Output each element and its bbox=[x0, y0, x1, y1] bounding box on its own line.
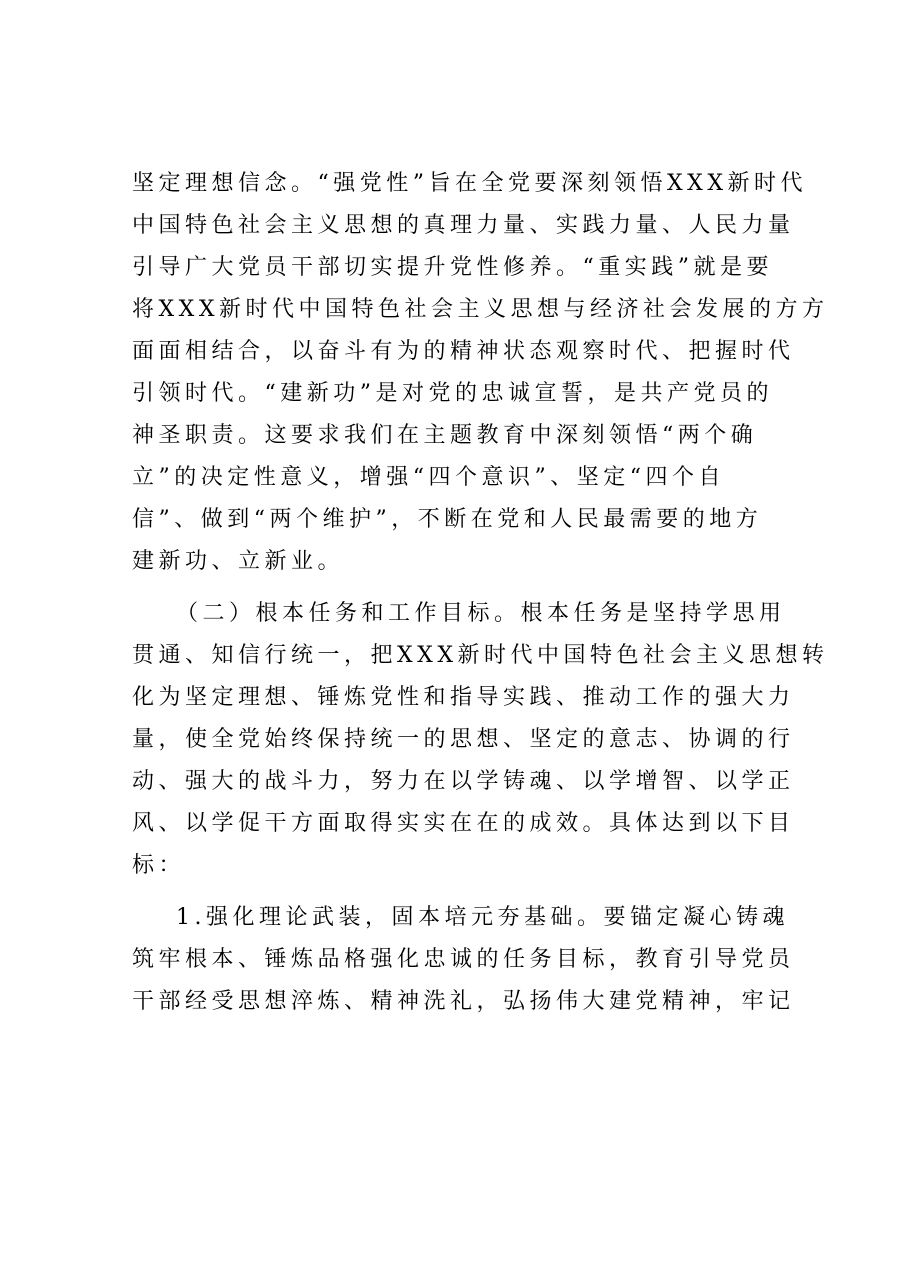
text-line: 中国特色社会主义思想的真理力量、实践力量、人民力量 bbox=[132, 213, 795, 238]
section-heading-line: （二）根本任务和工作目标。根本任务是坚持学思用 bbox=[176, 601, 786, 626]
text-line: 筑牢根本、锤炼品格强化忠诚的任务目标，教育引导党员 bbox=[132, 947, 795, 972]
text-line: 动、强大的战斗力，努力在以学铸魂、以学增智、以学正 bbox=[132, 769, 795, 794]
text-line: 将XXX新时代中国特色社会主义思想与经济社会发展的方方 bbox=[132, 297, 829, 322]
text-line: 建新功、立新业。 bbox=[132, 549, 345, 574]
document-body bbox=[132, 163, 829, 1023]
text-line: 立”的决定性意义，增强“四个意识”、坚定“四个自 bbox=[132, 465, 725, 490]
text-line: 风、以学促干方面取得实实在在的成效。具体达到以下目 bbox=[132, 811, 795, 836]
text-line: 贯通、知信行统一，把XXX新时代中国特色社会主义思想转 bbox=[132, 643, 829, 668]
text-line: 坚定理想信念。“强党性”旨在全党要深刻领悟XXX新时代 bbox=[132, 171, 807, 196]
text-line: 引导广大党员干部切实提升党性修养。“重实践”就是要 bbox=[132, 255, 773, 280]
text-line: 量，使全党始终保持统一的思想、坚定的意志、协调的行 bbox=[132, 727, 795, 752]
text-line: 化为坚定理想、锤炼党性和指导实践、推动工作的强大力 bbox=[132, 685, 795, 710]
text-line: 标： bbox=[132, 853, 186, 878]
text-line: 引领时代。“建新功”是对党的忠诚宣誓，是共产党员的 bbox=[132, 381, 773, 406]
text-line: 神圣职责。这要求我们在主题教育中深刻领悟“两个确 bbox=[132, 423, 758, 448]
text-line: 面面相结合，以奋斗有为的精神状态观察时代、把握时代 bbox=[132, 339, 795, 364]
numbered-item-line: 1.强化理论武装，固本培元夯基础。要锚定凝心铸魂 bbox=[176, 905, 789, 930]
text-line: 干部经受思想淬炼、精神洗礼，弘扬伟大建党精神，牢记 bbox=[132, 989, 795, 1014]
text-line: 信”、做到“两个维护”，不断在党和人民最需要的地方 bbox=[132, 507, 763, 532]
